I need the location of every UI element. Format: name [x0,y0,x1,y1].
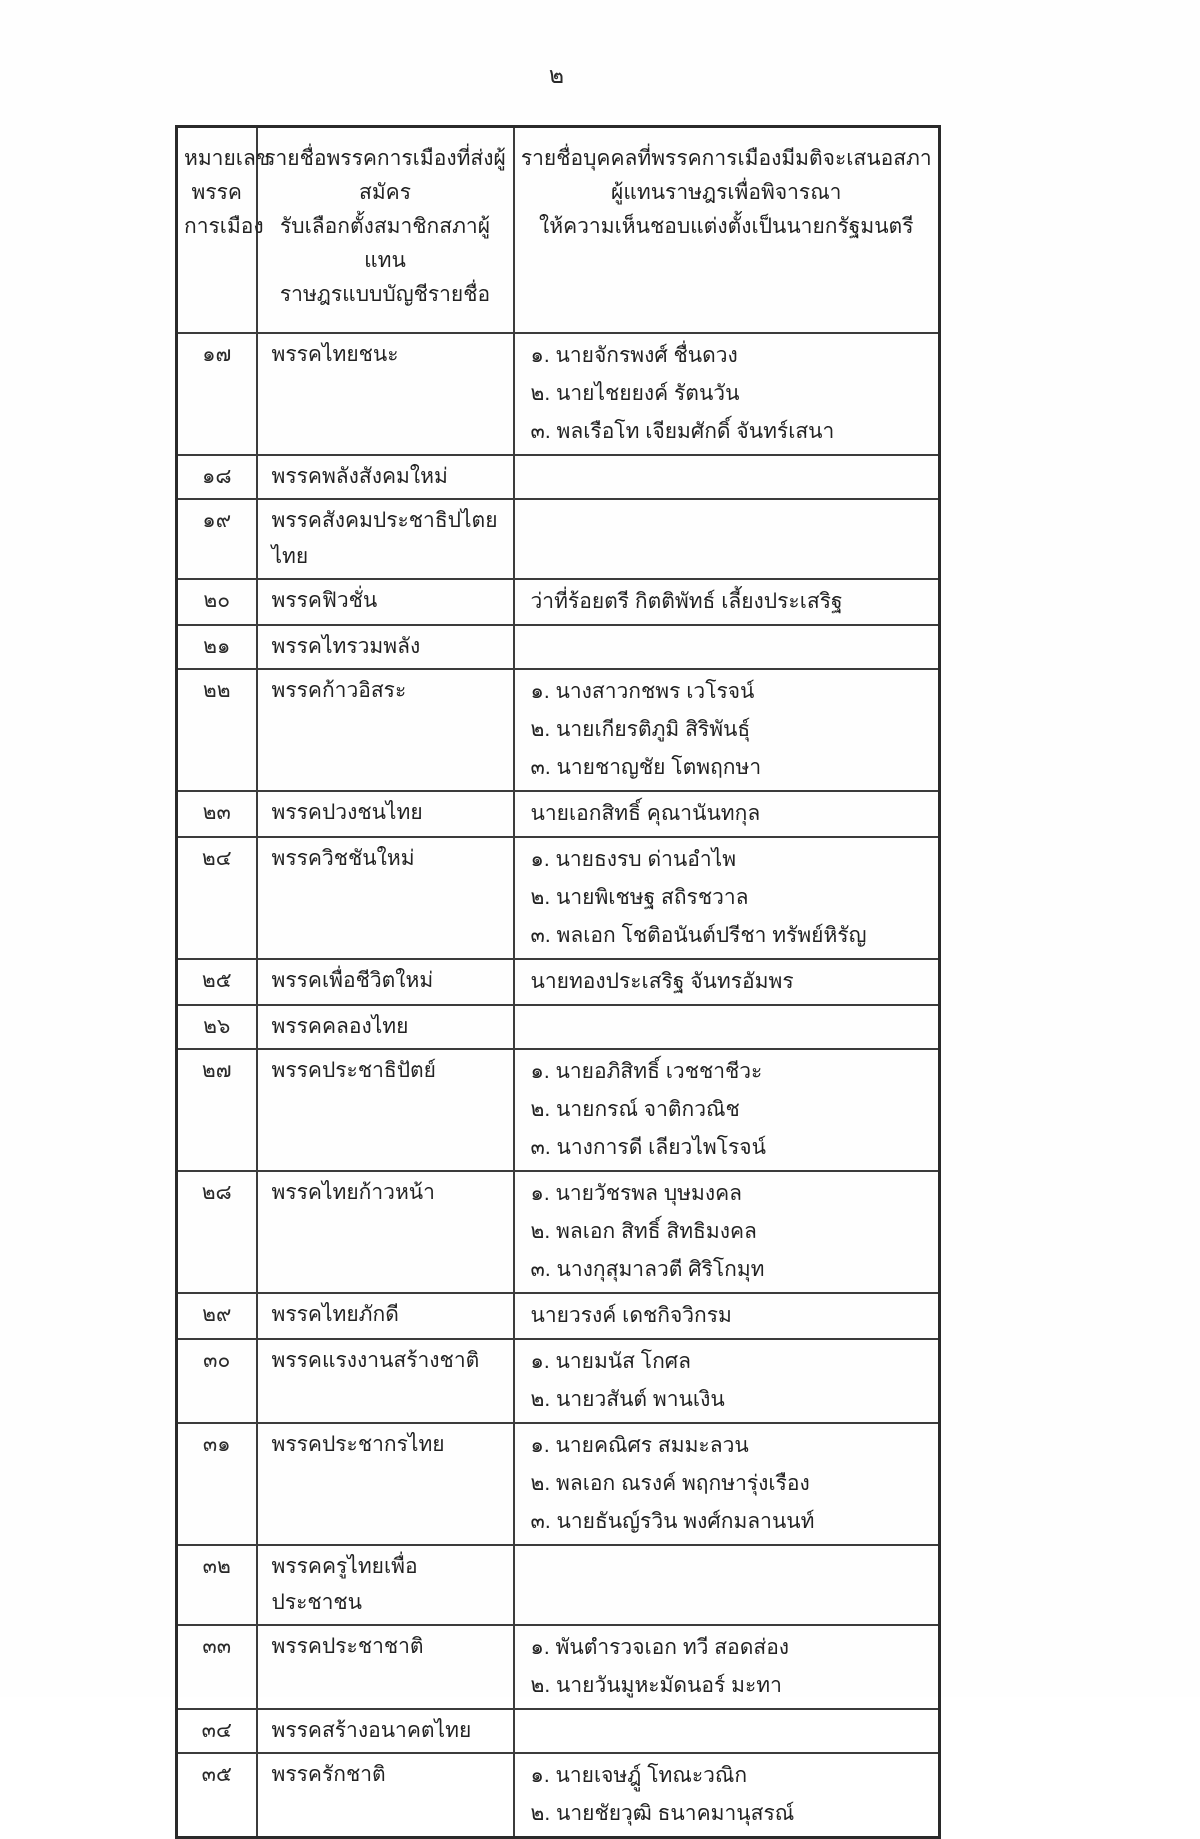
candidates-cell [514,837,940,959]
candidate-line: ๑. นายธงรบ ด่านอำไพ [530,848,737,871]
header-line: ผู้แทนราษฎรเพื่อพิจารณา [611,181,842,204]
candidate-line: ๒. พลเอก สิทธิ์ สิทธิมงคล [530,1220,757,1243]
candidate-line: ๑. นายวัชรพล บุษมงคล [530,1182,743,1205]
party-number-cell: ๒๕ [177,959,257,1005]
candidates-cell [514,791,940,837]
candidates-cell [514,1049,940,1171]
party-number-cell: ๒๒ [177,669,257,791]
candidates-cell [514,1423,940,1545]
candidate-line: ๑. นายอภิสิทธิ์ เวชชาชีวะ [530,1060,763,1083]
party-name-cell: พรรคเพื่อชีวิตใหม่ [257,959,514,1005]
table-row [177,1545,940,1625]
table-body [177,333,940,1838]
party-name-cell: พรรคพลังสังคมใหม่ [257,455,514,499]
table-row [177,579,940,625]
party-name-cell: พรรคสร้างอนาคตไทย [257,1709,514,1753]
header-line: ราษฎรแบบบัญชีรายชื่อ [279,283,491,306]
candidates-cell [514,669,940,791]
table-row [177,837,940,959]
party-name-cell: พรรคประชาธิปัตย์ [257,1049,514,1171]
candidate-line: ๒. นายกรณ์ จาติกวณิช [530,1098,740,1121]
table-row [177,669,940,791]
candidates-cell [514,1709,940,1753]
candidate-line: ๓. นายชาญชัย โตพฤกษา [530,756,762,779]
candidate-line: นายทองประเสริฐ จันทรอัมพร [530,970,794,993]
candidate-line: ๓. พลเอก โชติอนันต์ปรีชา ทรัพย์หิรัญ [530,924,867,947]
party-name-cell: พรรคคลองไทย [257,1005,514,1049]
candidate-line: ๑. นายมนัส โกศล [530,1350,691,1373]
party-name-cell: พรรคไทยภักดี [257,1293,514,1339]
candidates-cell [514,455,940,499]
party-number-cell: ๒๑ [177,625,257,669]
candidates-cell [514,1339,940,1423]
party-number-cell: ๓๔ [177,1709,257,1753]
party-number-cell: ๓๒ [177,1545,257,1625]
party-number-cell: ๑๘ [177,455,257,499]
candidates-cell [514,1171,940,1293]
table-row [177,1005,940,1049]
table-row [177,1753,940,1838]
candidates-cell [514,1753,940,1838]
header-candidates [514,127,940,334]
table-row [177,959,940,1005]
candidates-cell [514,625,940,669]
candidates-cell [514,1545,940,1625]
table-row [177,1049,940,1171]
candidates-cell [514,499,940,579]
party-name-cell: พรรคประชาชาติ [257,1625,514,1709]
candidates-cell [514,579,940,625]
candidates-cell [514,333,940,455]
table-row [177,499,940,579]
header-line: รายชื่อบุคคลที่พรรคการเมืองมีมติจะเสนอสภา [520,147,932,170]
candidate-line: ว่าที่ร้อยตรี กิตติพัทธ์ เลี้ยงประเสริฐ [530,590,843,613]
header-line: พรรค [191,181,242,204]
table-row [177,625,940,669]
candidates-cell [514,1005,940,1049]
candidate-line: ๓. พลเรือโท เจียมศักดิ์ จันทร์เสนา [530,420,835,443]
candidate-line: ๑. นายจักรพงศ์ ชื่นดวง [530,344,738,367]
candidate-line: นายเอกสิทธิ์ คุณานันทกุล [530,802,761,825]
candidate-line: ๑. นายเจษฎู์ โทณะวณิก [530,1764,748,1787]
header-line: ให้ความเห็นชอบแต่งตั้งเป็นนายกรัฐมนตรี [539,215,914,238]
party-number-cell: ๒๔ [177,837,257,959]
candidate-line: ๒. นายไชยยงค์ รัตนวัน [530,382,740,405]
header-line: หมายเลข [184,147,271,170]
party-name-cell: พรรควิชชันใหม่ [257,837,514,959]
candidate-line: ๒. นายเกียรติภูมิ สิริพันธุ์ [530,718,751,741]
header-line: รายชื่อพรรคการเมืองที่ส่งผู้สมัคร [264,147,506,204]
table-header [177,127,940,334]
candidate-line: ๒. นายวสันต์ พานเงิน [530,1388,725,1411]
party-name-cell: พรรคประชากรไทย [257,1423,514,1545]
header-line: การเมือง [184,215,264,238]
table-row [177,1293,940,1339]
table-row [177,791,940,837]
party-name-cell: พรรคก้าวอิสระ [257,669,514,791]
candidate-line: ๒. พลเอก ณรงค์ พฤกษารุ่งเรือง [530,1472,810,1495]
party-number-cell: ๓๑ [177,1423,257,1545]
candidate-line: ๑. นายคณิศร สมมะลวน [530,1434,749,1457]
candidates-cell [514,959,940,1005]
header-row [177,127,940,334]
party-number-cell: ๒๖ [177,1005,257,1049]
party-name-cell: พรรคไทรวมพลัง [257,625,514,669]
party-name-cell: พรรคฟิวชั่น [257,579,514,625]
candidate-line: ๓. นางการดี เลียวไพโรจน์ [530,1136,766,1159]
party-name-cell: พรรครักชาติ [257,1753,514,1838]
candidate-line: นายวรงค์ เดชกิจวิกรม [530,1304,732,1327]
party-name-cell: พรรคครูไทยเพื่อประชาชน [257,1545,514,1625]
table-row [177,455,940,499]
party-number-cell: ๓๓ [177,1625,257,1709]
table-row [177,1339,940,1423]
candidate-line: ๒. นายพิเชษฐ สถิรชวาล [530,886,749,909]
party-number-cell: ๓๕ [177,1753,257,1838]
party-number-cell: ๒๗ [177,1049,257,1171]
party-name-cell: พรรคปวงชนไทย [257,791,514,837]
table-row [177,333,940,455]
party-number-cell: ๑๙ [177,499,257,579]
party-name-cell: พรรคแรงงานสร้างชาติ [257,1339,514,1423]
page-number: ๒ [548,62,565,88]
party-name-cell: พรรคไทยชนะ [257,333,514,455]
candidate-line: ๓. นายธันญ์รวิน พงศ์กมลานนท์ [530,1510,815,1533]
party-number-cell: ๒๐ [177,579,257,625]
table-row [177,1625,940,1709]
party-number-cell: ๒๙ [177,1293,257,1339]
header-party-name [257,127,514,334]
party-number-cell: ๓๐ [177,1339,257,1423]
pm-candidates-table [175,125,941,1839]
candidate-line: ๓. นางกุสุมาลวตี ศิริโกมุท [530,1258,765,1281]
candidates-cell [514,1293,940,1339]
party-number-cell: ๒๓ [177,791,257,837]
party-name-cell: พรรคสังคมประชาธิปไตยไทย [257,499,514,579]
candidate-line: ๒. นายวันมูหะมัดนอร์ มะทา [530,1674,782,1697]
table-row [177,1423,940,1545]
table-row [177,1709,940,1753]
header-party-number [177,127,271,334]
candidates-cell [514,1625,940,1709]
party-name-cell: พรรคไทยก้าวหน้า [257,1171,514,1293]
header-line: รับเลือกตั้งสมาชิกสภาผู้แทน [279,215,491,272]
party-number-cell: ๑๗ [177,333,257,455]
candidate-line: ๑. นางสาวกชพร เวโรจน์ [530,680,755,703]
candidate-line: ๑. พันตำรวจเอก ทวี สอดส่อง [530,1636,790,1659]
table-row [177,1171,940,1293]
candidate-line: ๒. นายชัยวุฒิ ธนาคมานุสรณ์ [530,1802,795,1825]
party-number-cell: ๒๘ [177,1171,257,1293]
